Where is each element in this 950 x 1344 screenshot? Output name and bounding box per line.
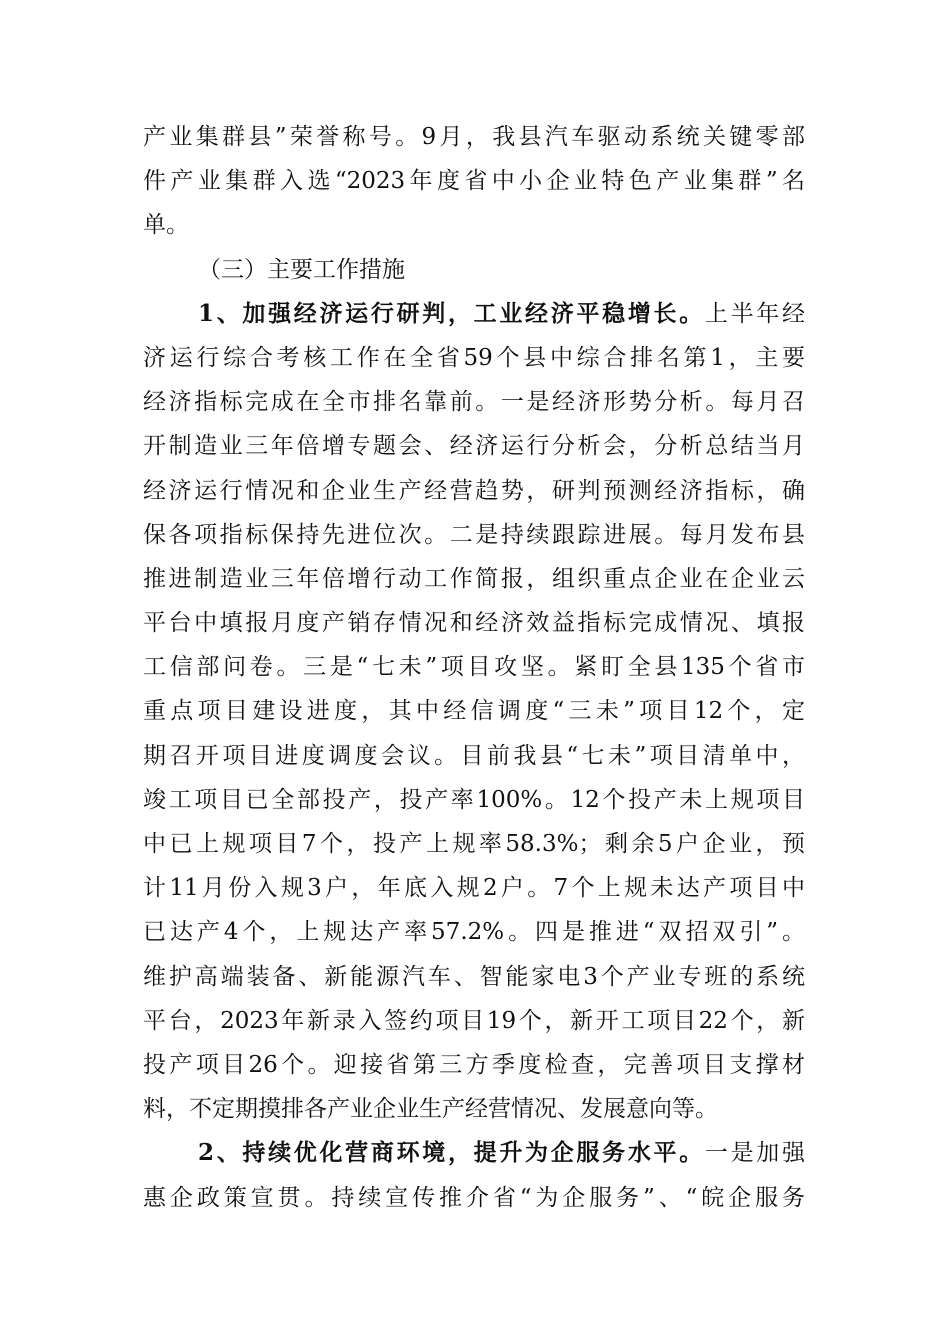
text-line: 计11月份入规3户，年底入规2户。7个上规未达产项目中 bbox=[143, 875, 805, 902]
text-line: 单。 bbox=[143, 212, 189, 239]
text-line: 平台，2023年新录入签约项目19个，新开工项目22个，新 bbox=[143, 1007, 805, 1034]
text-line: 中已上规项目7个，投产上规率58.3%；剩余5户企业，预 bbox=[143, 831, 805, 857]
document-page bbox=[143, 115, 805, 1220]
paragraph-first-line bbox=[143, 292, 805, 336]
paragraph-first-line bbox=[143, 1131, 805, 1175]
text-line: 料，不定期摸排各产业企业生产经营情况、发展意向等。 bbox=[143, 1096, 718, 1123]
text-line: 惠企政策宣贯。持续宣传推介省“为企服务”、“皖企服务 bbox=[143, 1184, 805, 1211]
bold-lead: 1、加强经济运行研判，工业经济平稳增长。 bbox=[198, 299, 705, 327]
text-line: 投产项目26个。迎接省第三方季度检查，完善项目支撑材 bbox=[143, 1051, 805, 1078]
paragraph-measure-2 bbox=[143, 1131, 805, 1219]
text-line: 经济指标完成在全市排名靠前。一是经济形势分析。每月召 bbox=[143, 389, 805, 416]
text-line: 期召开项目进度调度会议。目前我县“七未”项目清单中， bbox=[143, 742, 805, 769]
line-text: 上半年经 bbox=[704, 300, 805, 327]
line-text: 一是加强 bbox=[704, 1140, 805, 1167]
text-line: 已达产4个，上规达产率57.2%。四是推进“双招双引”。 bbox=[143, 919, 805, 946]
text-line: 工信部问卷。三是“七未”项目攻坚。紧盯全县135个省市 bbox=[143, 654, 805, 681]
text-line: 济运行综合考核工作在全省59个县中综合排名第1，主要 bbox=[143, 344, 805, 371]
text-line: 维护高端装备、新能源汽车、智能家电3个产业专班的系统 bbox=[143, 963, 805, 990]
text-line: 产业集群县”荣誉称号。9月，我县汽车驱动系统关键零部 bbox=[143, 124, 805, 150]
paragraph-intro bbox=[143, 115, 805, 248]
text-line: 开制造业三年倍增专题会、经济运行分析会，分析总结当月 bbox=[143, 433, 805, 460]
bold-lead: 2、持续优化营商环境，提升为企服务水平。 bbox=[198, 1139, 705, 1167]
text-line: 重点项目建设进度，其中经信调度“三未”项目12个，定 bbox=[143, 698, 805, 725]
text-line: 保各项指标保持先进位次。二是持续跟踪进展。每月发布县 bbox=[143, 521, 805, 548]
text-line: 件产业集群入选“2023年度省中小企业特色产业集群”名 bbox=[143, 168, 805, 195]
section-heading: （三）主要工作措施 bbox=[198, 256, 405, 283]
paragraph-measure-1 bbox=[143, 292, 805, 1132]
text-line: 经济运行情况和企业生产经营趋势，研判预测经济指标，确 bbox=[143, 477, 805, 504]
text-line: 平台中填报月度产销存情况和经济效益指标完成情况、填报 bbox=[143, 610, 805, 637]
text-line: 推进制造业三年倍增行动工作简报，组织重点企业在企业云 bbox=[143, 565, 805, 592]
text-line: 竣工项目已全部投产，投产率100%。12个投产未上规项目 bbox=[143, 786, 805, 813]
